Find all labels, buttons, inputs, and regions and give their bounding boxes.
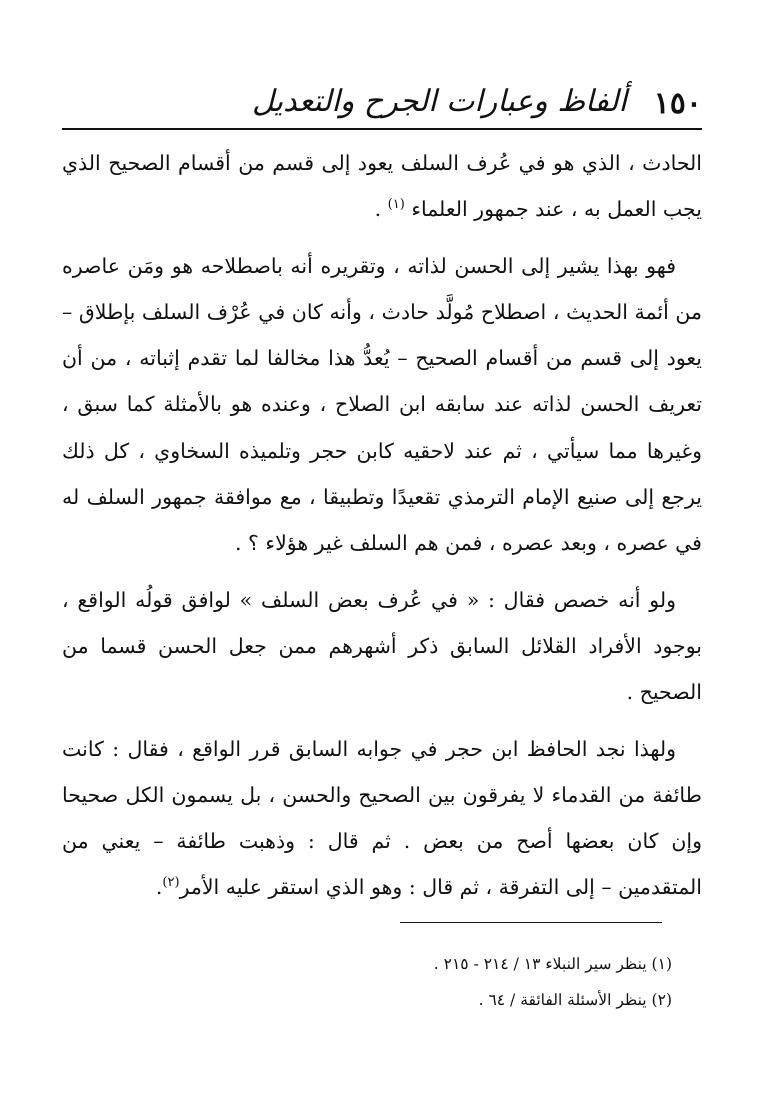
paragraph-4-end: .	[155, 875, 163, 900]
paragraph-2: فهو بهذا يشير إلى الحسن لذاته ، وتقريره أنه باصطلاحه هو ومَن عاصره من أئمة الحديث ، اصطلاح مُولَّد حادث ، وأنه كان في عُرْف السلف بإطلاق – يعود إلى قسم من أقسام الصحيح – يُعدُّ هذا مخالفا لما تقدم إثباته ، من أن تعريف الحسن لذاته عند سابقه ابن الصلاح ، وعنده هو بالأمثلة كما سبق ، وغيرها مما سيأتي ، ثم عند لاحقيه كابن حجر وتلميذه السخاوي ، كل ذلك يرجع إلى صنيع الإمام الترمذي تقعيدًا وتطبيقا ، مع موافقة جمهور السلف له في عصره ، وبعد عصره ، فمن هم السلف غير هؤلاء ؟ .	[62, 253, 702, 556]
paragraph-1-end: .	[374, 197, 388, 222]
page-number: ١٥٠	[653, 86, 702, 121]
paragraph-4-text: ولهذا نجد الحافظ ابن حجر في جوابه السابق قرر الواقع ، فقال : كانت طائفة من القدماء لا يفرقون بين الصحيح والحسن ، بل يسمون الكل صحيحا وإن كان بعضها أصح من بعض . ثم قال : وذهبت طائفة – يعني من المتقدمين – إلى التفرقة ، ثم قال : وهو الذي استقر عليه الأمر	[62, 736, 702, 900]
body-text	[62, 140, 702, 911]
paragraph-1	[62, 140, 702, 233]
page-header	[62, 82, 702, 126]
footnote-rule	[400, 922, 662, 923]
footnote-1: (١) ينظر سير النبلاء ١٣ / ٢١٤ - ٢١٥ .	[433, 955, 672, 973]
footnote-ref-1: (١)	[387, 197, 405, 213]
header-rule	[62, 128, 702, 130]
paragraph-gap	[62, 233, 702, 243]
paragraph-gap	[62, 567, 702, 577]
footnote-2: (٢) ينظر الأسئلة الفائقة / ٦٤ .	[478, 991, 672, 1009]
footnotes	[62, 946, 672, 1018]
running-title: ألفاظ وعبارات الجرح والتعديل	[252, 84, 627, 119]
paragraph-3: ولو أنه خصص فقال : « في عُرف بعض السلف » لوافق قولُه الواقع ، بوجود الأفراد القلائل السابق ذكر أشهرهم ممن جعل الحسن قسما من الصحيح .	[62, 587, 702, 705]
paragraph-4	[62, 726, 702, 911]
paragraph-1-text: الحادث ، الذي هو في عُرف السلف يعود إلى قسم من أقسام الصحيح الذي يجب العمل به ، عند جمهور العلماء	[62, 151, 702, 222]
footnote-ref-2: (٢)	[162, 875, 180, 891]
paragraph-gap	[62, 716, 702, 726]
